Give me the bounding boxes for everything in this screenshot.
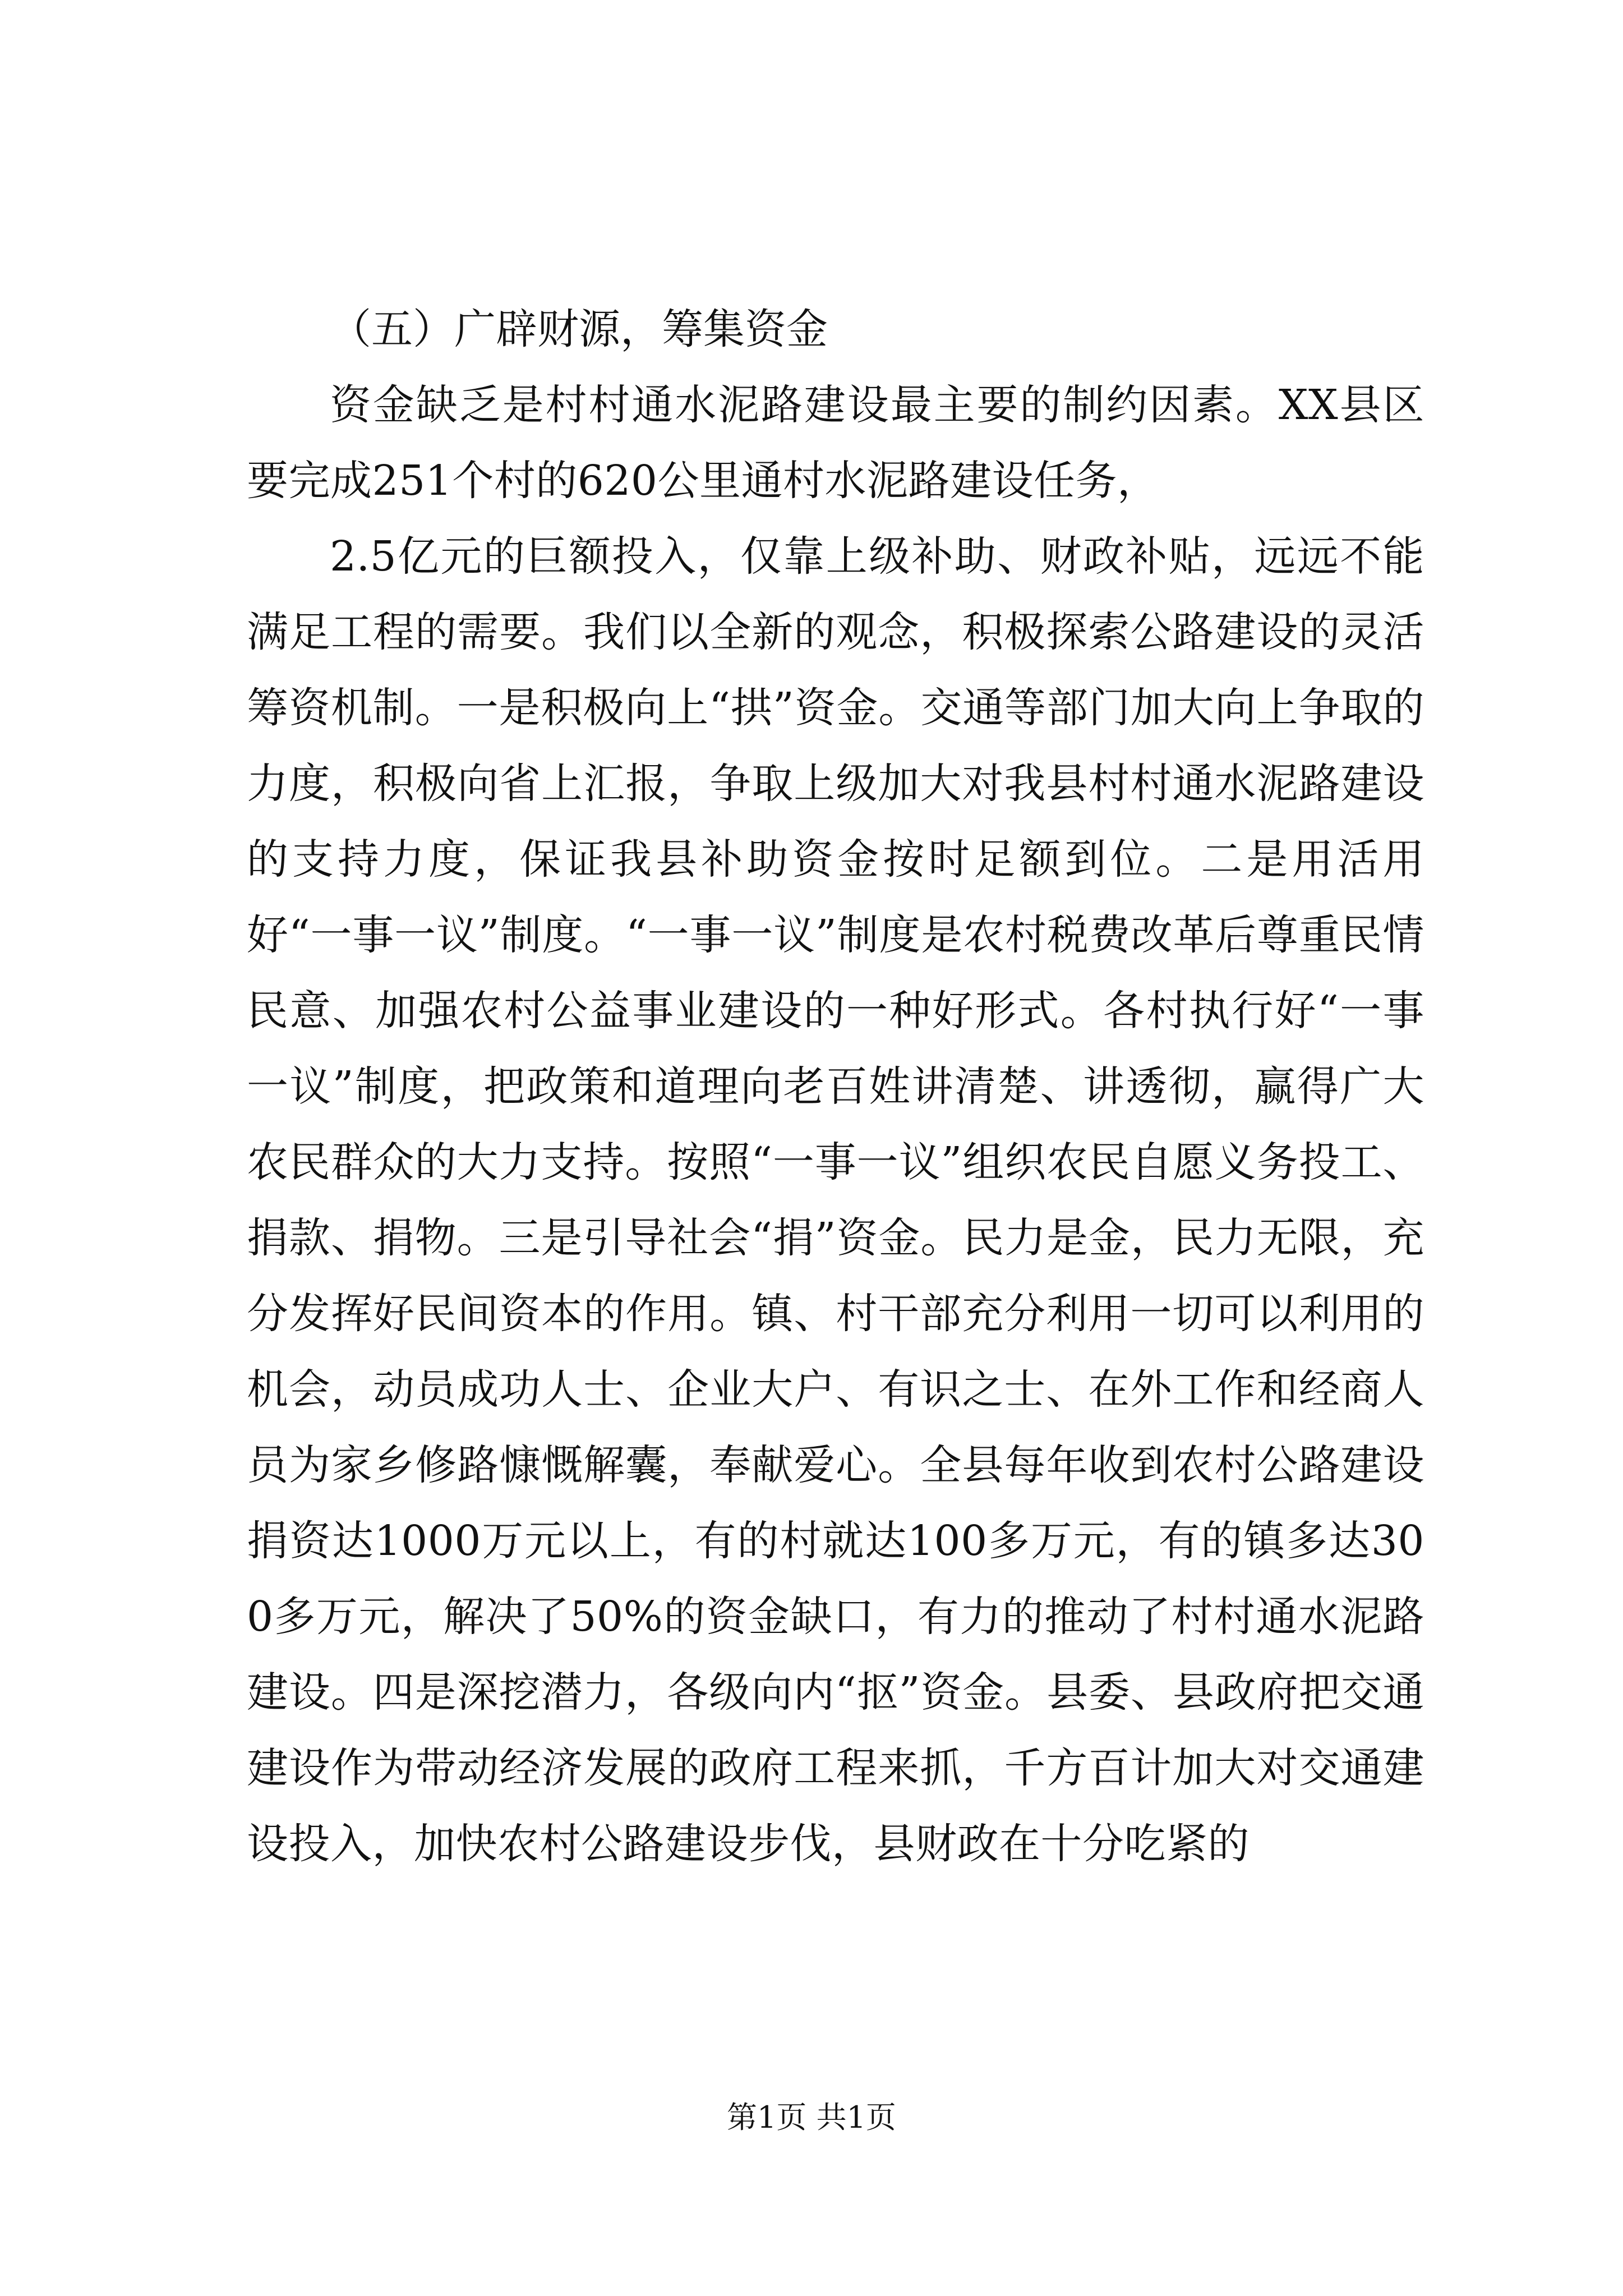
document-body (247, 292, 1424, 1882)
paragraph-1: 资金缺乏是村村通水泥路建设最主要的制约因素。XX县区要完成251个村的620公里通村水泥路建设任务， (247, 381, 1424, 505)
paragraph-2: 2.5亿元的巨额投入，仅靠上级补助、财政补贴，远远不能满足工程的需要。我们以全新的观念，积极探索公路建设的灵活筹资机制。一是积极向上“拱”资金。交通等部门加大向上争取的力度，积极向省上汇报，争取上级加大对我县村村通水泥路建设的支持力度，保证我县补助资金按时足额到位。二是用活用好“一事一议”制度。“一事一议”制度是农村税费改革后尊重民情民意、加强农村公益事业建设的一种好形式。各村执行好“一事一议”制度，把政策和道理向老百姓讲清楚、讲透彻，赢得广大农民群众的大力支持。按照“一事一议”组织农民自愿义务投工、捐款、捐物。三是引导社会“捐”资金。民力是金，民力无限，充分发挥好民间资本的作用。镇、村干部充分利用一切可以利用的机会，动员成功人士、企业大户、有识之士、在外工作和经商人员为家乡修路慷慨解囊，奉献爱心。全县每年收到农村公路建设捐资达1000万元以上，有的村就达100多万元，有的镇多达300多万元，解决了50%的资金缺口，有力的推动了村村通水泥路建设。四是深挖潜力，各级向内“抠”资金。县委、县政府把交通建设作为带动经济发展的政府工程来抓，千方百计加大对交通建设投入，加快农村公路建设步伐，县财政在十分吃紧的 (247, 532, 1424, 1868)
section-heading: （五）广辟财源，筹集资金 (330, 305, 828, 353)
page-footer: 第1页 共1页 (727, 2100, 896, 2135)
